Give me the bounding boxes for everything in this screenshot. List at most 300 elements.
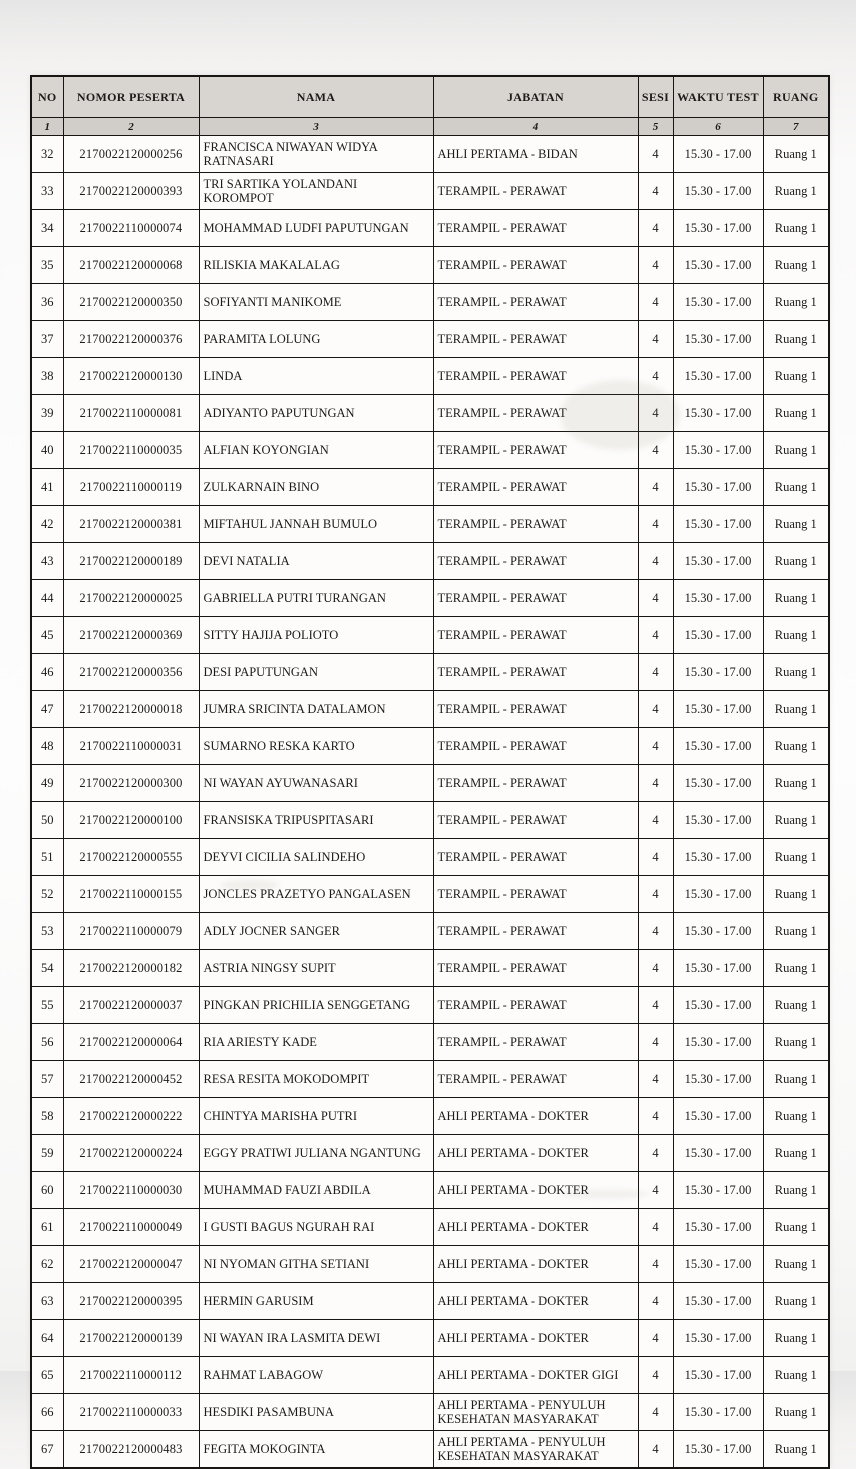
cell-jabatan: AHLI PERTAMA - DOKTER — [433, 1246, 638, 1283]
cell-sesi: 4 — [638, 1135, 673, 1172]
cell-ruang: Ruang 1 — [763, 1172, 829, 1209]
cell-waktu-test: 15.30 - 17.00 — [673, 469, 763, 506]
cell-sesi: 4 — [638, 1431, 673, 1469]
cell-ruang: Ruang 1 — [763, 839, 829, 876]
col-number-5: 5 — [638, 118, 673, 136]
cell-nomor-peserta: 2170022110000081 — [63, 395, 199, 432]
cell-nama: DEYVI CICILIA SALINDEHO — [199, 839, 433, 876]
cell-no: 32 — [31, 136, 63, 173]
cell-jabatan: TERAMPIL - PERAWAT — [433, 691, 638, 728]
cell-jabatan: TERAMPIL - PERAWAT — [433, 432, 638, 469]
table-row — [31, 1283, 829, 1320]
cell-sesi: 4 — [638, 173, 673, 210]
cell-no: 35 — [31, 247, 63, 284]
cell-no: 67 — [31, 1431, 63, 1469]
table-row — [31, 173, 829, 210]
cell-ruang: Ruang 1 — [763, 247, 829, 284]
cell-nama: FRANSISKA TRIPUSPITASARI — [199, 802, 433, 839]
table-row — [31, 1135, 829, 1172]
cell-sesi: 4 — [638, 1394, 673, 1431]
cell-ruang: Ruang 1 — [763, 1098, 829, 1135]
table-row — [31, 543, 829, 580]
table-row — [31, 691, 829, 728]
table-row — [31, 432, 829, 469]
cell-jabatan: AHLI PERTAMA - DOKTER — [433, 1135, 638, 1172]
cell-waktu-test: 15.30 - 17.00 — [673, 1024, 763, 1061]
cell-waktu-test: 15.30 - 17.00 — [673, 876, 763, 913]
column-number-row — [31, 118, 829, 136]
cell-sesi: 4 — [638, 765, 673, 802]
cell-sesi: 4 — [638, 802, 673, 839]
cell-jabatan: TERAMPIL - PERAWAT — [433, 210, 638, 247]
cell-ruang: Ruang 1 — [763, 654, 829, 691]
cell-waktu-test: 15.30 - 17.00 — [673, 765, 763, 802]
table-row — [31, 580, 829, 617]
cell-waktu-test: 15.30 - 17.00 — [673, 247, 763, 284]
cell-sesi: 4 — [638, 321, 673, 358]
cell-no: 37 — [31, 321, 63, 358]
table-row — [31, 839, 829, 876]
cell-jabatan: TERAMPIL - PERAWAT — [433, 469, 638, 506]
table-row — [31, 1172, 829, 1209]
table-row — [31, 876, 829, 913]
cell-jabatan: TERAMPIL - PERAWAT — [433, 654, 638, 691]
cell-nama: CHINTYA MARISHA PUTRI — [199, 1098, 433, 1135]
cell-waktu-test: 15.30 - 17.00 — [673, 839, 763, 876]
table-row — [31, 321, 829, 358]
header-row — [31, 76, 829, 118]
cell-nomor-peserta: 2170022120000376 — [63, 321, 199, 358]
cell-waktu-test: 15.30 - 17.00 — [673, 728, 763, 765]
cell-ruang: Ruang 1 — [763, 506, 829, 543]
cell-nama: RILISKIA MAKALALAG — [199, 247, 433, 284]
cell-sesi: 4 — [638, 395, 673, 432]
cell-no: 64 — [31, 1320, 63, 1357]
cell-no: 65 — [31, 1357, 63, 1394]
table-row — [31, 358, 829, 395]
cell-ruang: Ruang 1 — [763, 617, 829, 654]
table-row — [31, 469, 829, 506]
cell-nama: DEVI NATALIA — [199, 543, 433, 580]
cell-sesi: 4 — [638, 284, 673, 321]
cell-nomor-peserta: 2170022120000381 — [63, 506, 199, 543]
cell-jabatan: TERAMPIL - PERAWAT — [433, 802, 638, 839]
cell-waktu-test: 15.30 - 17.00 — [673, 950, 763, 987]
cell-waktu-test: 15.30 - 17.00 — [673, 802, 763, 839]
cell-nama: TRI SARTIKA YOLANDANI KOROMPOT — [199, 173, 433, 210]
cell-ruang: Ruang 1 — [763, 1431, 829, 1469]
cell-ruang: Ruang 1 — [763, 1061, 829, 1098]
cell-nomor-peserta: 2170022120000555 — [63, 839, 199, 876]
cell-nomor-peserta: 2170022110000030 — [63, 1172, 199, 1209]
cell-nama: SITTY HAJIJA POLIOTO — [199, 617, 433, 654]
cell-nama: ALFIAN KOYONGIAN — [199, 432, 433, 469]
cell-nomor-peserta: 2170022120000064 — [63, 1024, 199, 1061]
cell-jabatan: TERAMPIL - PERAWAT — [433, 876, 638, 913]
table-row — [31, 1431, 829, 1469]
col-number-6: 6 — [673, 118, 763, 136]
exam-schedule-table — [30, 75, 830, 1469]
cell-ruang: Ruang 1 — [763, 395, 829, 432]
cell-nama: ZULKARNAIN BINO — [199, 469, 433, 506]
cell-waktu-test: 15.30 - 17.00 — [673, 1431, 763, 1469]
table-row — [31, 617, 829, 654]
cell-jabatan: TERAMPIL - PERAWAT — [433, 284, 638, 321]
cell-jabatan: AHLI PERTAMA - DOKTER — [433, 1098, 638, 1135]
cell-no: 50 — [31, 802, 63, 839]
col-header-sesi: SESI — [638, 76, 673, 118]
cell-nama: JONCLES PRAZETYO PANGALASEN — [199, 876, 433, 913]
col-number-2: 2 — [63, 118, 199, 136]
table-row — [31, 950, 829, 987]
cell-ruang: Ruang 1 — [763, 987, 829, 1024]
cell-nomor-peserta: 2170022120000189 — [63, 543, 199, 580]
cell-waktu-test: 15.30 - 17.00 — [673, 284, 763, 321]
cell-nama: MUHAMMAD FAUZI ABDILA — [199, 1172, 433, 1209]
cell-ruang: Ruang 1 — [763, 358, 829, 395]
table-row — [31, 136, 829, 173]
cell-jabatan: TERAMPIL - PERAWAT — [433, 765, 638, 802]
cell-no: 42 — [31, 506, 63, 543]
cell-sesi: 4 — [638, 210, 673, 247]
cell-no: 33 — [31, 173, 63, 210]
cell-waktu-test: 15.30 - 17.00 — [673, 1209, 763, 1246]
cell-no: 60 — [31, 1172, 63, 1209]
table-row — [31, 654, 829, 691]
cell-waktu-test: 15.30 - 17.00 — [673, 136, 763, 173]
cell-nomor-peserta: 2170022110000155 — [63, 876, 199, 913]
cell-sesi: 4 — [638, 506, 673, 543]
table-row — [31, 1246, 829, 1283]
table-row — [31, 1394, 829, 1431]
cell-ruang: Ruang 1 — [763, 321, 829, 358]
cell-nama: NI WAYAN AYUWANASARI — [199, 765, 433, 802]
table-row — [31, 1209, 829, 1246]
cell-waktu-test: 15.30 - 17.00 — [673, 1098, 763, 1135]
cell-no: 34 — [31, 210, 63, 247]
cell-nomor-peserta: 2170022120000224 — [63, 1135, 199, 1172]
cell-nama: PARAMITA LOLUNG — [199, 321, 433, 358]
cell-jabatan: TERAMPIL - PERAWAT — [433, 950, 638, 987]
col-header-nama: NAMA — [199, 76, 433, 118]
cell-jabatan: AHLI PERTAMA - DOKTER — [433, 1283, 638, 1320]
cell-ruang: Ruang 1 — [763, 1209, 829, 1246]
cell-nomor-peserta: 2170022120000483 — [63, 1431, 199, 1469]
col-header-no: NO — [31, 76, 63, 118]
cell-jabatan: TERAMPIL - PERAWAT — [433, 728, 638, 765]
cell-ruang: Ruang 1 — [763, 580, 829, 617]
cell-sesi: 4 — [638, 580, 673, 617]
col-number-7: 7 — [763, 118, 829, 136]
cell-jabatan: TERAMPIL - PERAWAT — [433, 987, 638, 1024]
cell-jabatan: TERAMPIL - PERAWAT — [433, 321, 638, 358]
cell-ruang: Ruang 1 — [763, 1246, 829, 1283]
cell-waktu-test: 15.30 - 17.00 — [673, 987, 763, 1024]
cell-nomor-peserta: 2170022120000130 — [63, 358, 199, 395]
cell-nomor-peserta: 2170022110000074 — [63, 210, 199, 247]
cell-waktu-test: 15.30 - 17.00 — [673, 173, 763, 210]
cell-no: 63 — [31, 1283, 63, 1320]
cell-no: 40 — [31, 432, 63, 469]
cell-nomor-peserta: 2170022110000031 — [63, 728, 199, 765]
cell-sesi: 4 — [638, 1320, 673, 1357]
cell-jabatan: TERAMPIL - PERAWAT — [433, 839, 638, 876]
cell-ruang: Ruang 1 — [763, 950, 829, 987]
cell-nama: PINGKAN PRICHILIA SENGGETANG — [199, 987, 433, 1024]
cell-nomor-peserta: 2170022110000079 — [63, 913, 199, 950]
cell-sesi: 4 — [638, 1246, 673, 1283]
cell-no: 44 — [31, 580, 63, 617]
cell-sesi: 4 — [638, 654, 673, 691]
cell-no: 48 — [31, 728, 63, 765]
cell-nama: MOHAMMAD LUDFI PAPUTUNGAN — [199, 210, 433, 247]
cell-nama: ADLY JOCNER SANGER — [199, 913, 433, 950]
cell-nomor-peserta: 2170022120000068 — [63, 247, 199, 284]
cell-nomor-peserta: 2170022120000356 — [63, 654, 199, 691]
cell-nomor-peserta: 2170022120000018 — [63, 691, 199, 728]
cell-no: 55 — [31, 987, 63, 1024]
cell-ruang: Ruang 1 — [763, 913, 829, 950]
cell-waktu-test: 15.30 - 17.00 — [673, 1135, 763, 1172]
cell-ruang: Ruang 1 — [763, 210, 829, 247]
cell-waktu-test: 15.30 - 17.00 — [673, 691, 763, 728]
cell-nomor-peserta: 2170022110000119 — [63, 469, 199, 506]
cell-nama: FEGITA MOKOGINTA — [199, 1431, 433, 1469]
cell-jabatan: TERAMPIL - PERAWAT — [433, 395, 638, 432]
cell-sesi: 4 — [638, 691, 673, 728]
cell-sesi: 4 — [638, 728, 673, 765]
cell-nomor-peserta: 2170022120000350 — [63, 284, 199, 321]
cell-no: 38 — [31, 358, 63, 395]
cell-no: 36 — [31, 284, 63, 321]
cell-nama: LINDA — [199, 358, 433, 395]
cell-nomor-peserta: 2170022120000256 — [63, 136, 199, 173]
cell-jabatan: AHLI PERTAMA - DOKTER — [433, 1172, 638, 1209]
cell-jabatan: AHLI PERTAMA - DOKTER — [433, 1320, 638, 1357]
cell-ruang: Ruang 1 — [763, 173, 829, 210]
cell-ruang: Ruang 1 — [763, 728, 829, 765]
cell-nama: FRANCISCA NIWAYAN WIDYA RATNASARI — [199, 136, 433, 173]
cell-jabatan: AHLI PERTAMA - BIDAN — [433, 136, 638, 173]
cell-waktu-test: 15.30 - 17.00 — [673, 1246, 763, 1283]
table-row — [31, 210, 829, 247]
table-row — [31, 284, 829, 321]
cell-ruang: Ruang 1 — [763, 1024, 829, 1061]
cell-nomor-peserta: 2170022120000139 — [63, 1320, 199, 1357]
cell-jabatan: TERAMPIL - PERAWAT — [433, 1024, 638, 1061]
cell-no: 58 — [31, 1098, 63, 1135]
col-header-jabatan: JABATAN — [433, 76, 638, 118]
cell-waktu-test: 15.30 - 17.00 — [673, 506, 763, 543]
table-row — [31, 765, 829, 802]
cell-waktu-test: 15.30 - 17.00 — [673, 654, 763, 691]
table-row — [31, 1061, 829, 1098]
cell-no: 41 — [31, 469, 63, 506]
cell-nomor-peserta: 2170022110000112 — [63, 1357, 199, 1394]
cell-ruang: Ruang 1 — [763, 765, 829, 802]
cell-sesi: 4 — [638, 1357, 673, 1394]
cell-jabatan: TERAMPIL - PERAWAT — [433, 580, 638, 617]
cell-no: 54 — [31, 950, 63, 987]
cell-ruang: Ruang 1 — [763, 691, 829, 728]
cell-sesi: 4 — [638, 1024, 673, 1061]
cell-sesi: 4 — [638, 247, 673, 284]
cell-jabatan: TERAMPIL - PERAWAT — [433, 358, 638, 395]
cell-waktu-test: 15.30 - 17.00 — [673, 210, 763, 247]
cell-nomor-peserta: 2170022110000035 — [63, 432, 199, 469]
cell-no: 56 — [31, 1024, 63, 1061]
cell-jabatan: AHLI PERTAMA - DOKTER — [433, 1209, 638, 1246]
cell-sesi: 4 — [638, 469, 673, 506]
cell-waktu-test: 15.30 - 17.00 — [673, 1394, 763, 1431]
cell-ruang: Ruang 1 — [763, 432, 829, 469]
cell-sesi: 4 — [638, 358, 673, 395]
cell-waktu-test: 15.30 - 17.00 — [673, 395, 763, 432]
cell-jabatan: TERAMPIL - PERAWAT — [433, 506, 638, 543]
cell-nama: I GUSTI BAGUS NGURAH RAI — [199, 1209, 433, 1246]
cell-no: 61 — [31, 1209, 63, 1246]
cell-nama: ADIYANTO PAPUTUNGAN — [199, 395, 433, 432]
cell-nama: NI NYOMAN GITHA SETIANI — [199, 1246, 433, 1283]
cell-jabatan: AHLI PERTAMA - PENYULUH KESEHATAN MASYARAKAT — [433, 1394, 638, 1431]
cell-nama: HERMIN GARUSIM — [199, 1283, 433, 1320]
col-number-4: 4 — [433, 118, 638, 136]
cell-nomor-peserta: 2170022120000395 — [63, 1283, 199, 1320]
cell-nama: ASTRIA NINGSY SUPIT — [199, 950, 433, 987]
col-number-1: 1 — [31, 118, 63, 136]
cell-ruang: Ruang 1 — [763, 802, 829, 839]
table-row — [31, 506, 829, 543]
cell-sesi: 4 — [638, 1061, 673, 1098]
cell-ruang: Ruang 1 — [763, 284, 829, 321]
cell-nomor-peserta: 2170022120000452 — [63, 1061, 199, 1098]
cell-sesi: 4 — [638, 950, 673, 987]
cell-nama: NI WAYAN IRA LASMITA DEWI — [199, 1320, 433, 1357]
cell-nama: EGGY PRATIWI JULIANA NGANTUNG — [199, 1135, 433, 1172]
cell-ruang: Ruang 1 — [763, 1135, 829, 1172]
cell-no: 59 — [31, 1135, 63, 1172]
cell-nama: RIA ARIESTY KADE — [199, 1024, 433, 1061]
cell-nama: GABRIELLA PUTRI TURANGAN — [199, 580, 433, 617]
cell-sesi: 4 — [638, 913, 673, 950]
cell-nama: MIFTAHUL JANNAH BUMULO — [199, 506, 433, 543]
cell-nama: DESI PAPUTUNGAN — [199, 654, 433, 691]
cell-nomor-peserta: 2170022120000025 — [63, 580, 199, 617]
table-row — [31, 802, 829, 839]
cell-waktu-test: 15.30 - 17.00 — [673, 1172, 763, 1209]
cell-nama: SUMARNO RESKA KARTO — [199, 728, 433, 765]
table-row — [31, 913, 829, 950]
cell-no: 53 — [31, 913, 63, 950]
cell-sesi: 4 — [638, 1209, 673, 1246]
table-row — [31, 1320, 829, 1357]
cell-waktu-test: 15.30 - 17.00 — [673, 321, 763, 358]
cell-ruang: Ruang 1 — [763, 469, 829, 506]
table-row — [31, 1357, 829, 1394]
col-header-ruang: RUANG — [763, 76, 829, 118]
cell-ruang: Ruang 1 — [763, 1357, 829, 1394]
table-row — [31, 395, 829, 432]
cell-sesi: 4 — [638, 543, 673, 580]
cell-waktu-test: 15.30 - 17.00 — [673, 1283, 763, 1320]
cell-nama: RAHMAT LABAGOW — [199, 1357, 433, 1394]
table-row — [31, 247, 829, 284]
cell-jabatan: TERAMPIL - PERAWAT — [433, 617, 638, 654]
table-row — [31, 987, 829, 1024]
cell-waktu-test: 15.30 - 17.00 — [673, 617, 763, 654]
cell-nomor-peserta: 2170022110000049 — [63, 1209, 199, 1246]
cell-jabatan: TERAMPIL - PERAWAT — [433, 247, 638, 284]
cell-nomor-peserta: 2170022120000300 — [63, 765, 199, 802]
cell-jabatan: TERAMPIL - PERAWAT — [433, 913, 638, 950]
cell-waktu-test: 15.30 - 17.00 — [673, 358, 763, 395]
cell-nama: HESDIKI PASAMBUNA — [199, 1394, 433, 1431]
cell-waktu-test: 15.30 - 17.00 — [673, 432, 763, 469]
cell-no: 39 — [31, 395, 63, 432]
cell-nomor-peserta: 2170022110000033 — [63, 1394, 199, 1431]
cell-sesi: 4 — [638, 839, 673, 876]
table-row — [31, 1024, 829, 1061]
cell-jabatan: AHLI PERTAMA - DOKTER GIGI — [433, 1357, 638, 1394]
cell-waktu-test: 15.30 - 17.00 — [673, 580, 763, 617]
cell-no: 47 — [31, 691, 63, 728]
cell-jabatan: TERAMPIL - PERAWAT — [433, 1061, 638, 1098]
cell-ruang: Ruang 1 — [763, 543, 829, 580]
cell-nama: RESA RESITA MOKODOMPIT — [199, 1061, 433, 1098]
table-row — [31, 728, 829, 765]
cell-sesi: 4 — [638, 1283, 673, 1320]
cell-nomor-peserta: 2170022120000222 — [63, 1098, 199, 1135]
cell-nama: JUMRA SRICINTA DATALAMON — [199, 691, 433, 728]
cell-ruang: Ruang 1 — [763, 1320, 829, 1357]
cell-ruang: Ruang 1 — [763, 1394, 829, 1431]
cell-jabatan: TERAMPIL - PERAWAT — [433, 543, 638, 580]
cell-waktu-test: 15.30 - 17.00 — [673, 1357, 763, 1394]
cell-sesi: 4 — [638, 432, 673, 469]
cell-waktu-test: 15.30 - 17.00 — [673, 543, 763, 580]
cell-no: 52 — [31, 876, 63, 913]
cell-waktu-test: 15.30 - 17.00 — [673, 913, 763, 950]
cell-nama: SOFIYANTI MANIKOME — [199, 284, 433, 321]
cell-waktu-test: 15.30 - 17.00 — [673, 1320, 763, 1357]
cell-no: 62 — [31, 1246, 63, 1283]
cell-sesi: 4 — [638, 987, 673, 1024]
col-header-waktu-test: WAKTU TEST — [673, 76, 763, 118]
cell-ruang: Ruang 1 — [763, 136, 829, 173]
cell-ruang: Ruang 1 — [763, 1283, 829, 1320]
cell-no: 51 — [31, 839, 63, 876]
cell-sesi: 4 — [638, 876, 673, 913]
cell-waktu-test: 15.30 - 17.00 — [673, 1061, 763, 1098]
col-number-3: 3 — [199, 118, 433, 136]
cell-ruang: Ruang 1 — [763, 876, 829, 913]
cell-no: 43 — [31, 543, 63, 580]
cell-no: 57 — [31, 1061, 63, 1098]
cell-no: 46 — [31, 654, 63, 691]
col-header-nomor-peserta: NOMOR PESERTA — [63, 76, 199, 118]
cell-sesi: 4 — [638, 1098, 673, 1135]
cell-no: 66 — [31, 1394, 63, 1431]
cell-nomor-peserta: 2170022120000393 — [63, 173, 199, 210]
cell-nomor-peserta: 2170022120000047 — [63, 1246, 199, 1283]
cell-nomor-peserta: 2170022120000037 — [63, 987, 199, 1024]
cell-jabatan: AHLI PERTAMA - PENYULUH KESEHATAN MASYARAKAT — [433, 1431, 638, 1469]
cell-sesi: 4 — [638, 1172, 673, 1209]
cell-jabatan: TERAMPIL - PERAWAT — [433, 173, 638, 210]
cell-sesi: 4 — [638, 136, 673, 173]
cell-no: 49 — [31, 765, 63, 802]
cell-sesi: 4 — [638, 617, 673, 654]
